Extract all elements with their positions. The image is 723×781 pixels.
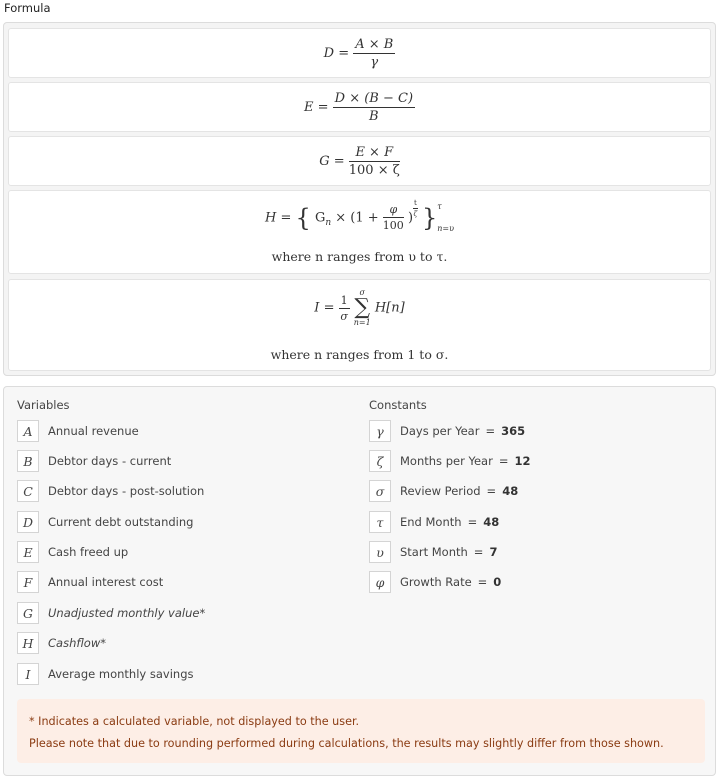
constant-value: 0 bbox=[493, 575, 502, 589]
constant-value: 7 bbox=[489, 545, 498, 559]
formula-g-fraction bbox=[349, 146, 400, 177]
variable-row bbox=[17, 539, 128, 565]
formula-h-box bbox=[8, 190, 711, 274]
variable-symbol: F bbox=[17, 571, 39, 593]
formula-h-sub-n: n bbox=[325, 217, 332, 228]
variable-label: Debtor days - current bbox=[48, 454, 172, 468]
constant-equals: = bbox=[473, 545, 484, 559]
formula-e-lhs: E bbox=[303, 100, 314, 115]
variable-label: Debtor days - post-solution bbox=[48, 484, 205, 498]
variable-symbol: E bbox=[17, 541, 39, 563]
constant-label: Review Period bbox=[400, 484, 481, 498]
formula-g-lhs: G bbox=[319, 154, 330, 169]
variable-row bbox=[17, 630, 106, 656]
variable-label: Cashflow* bbox=[48, 636, 106, 650]
formula-i-sum: σ ∑ n=1 bbox=[353, 288, 371, 327]
constant-symbol: γ bbox=[369, 420, 391, 442]
variable-symbol: C bbox=[17, 480, 39, 502]
constant-label: Days per Year bbox=[400, 424, 480, 438]
variable-row bbox=[17, 661, 193, 687]
formula-d-numerator: A × B bbox=[355, 37, 394, 52]
constant-equals: = bbox=[477, 575, 488, 589]
variables-panel bbox=[3, 386, 716, 776]
variable-label: Cash freed up bbox=[48, 545, 129, 559]
formula-d-fraction bbox=[353, 38, 395, 69]
formula-h-lower: n=υ bbox=[437, 223, 454, 233]
section-title: Formula bbox=[4, 1, 51, 15]
variable-row bbox=[17, 418, 139, 444]
formula-i-term: H[n] bbox=[374, 300, 405, 316]
variable-row bbox=[17, 509, 193, 535]
note-line-rounding: Please note that due to rounding performed during calculations, the results may slightly differ from those shown. bbox=[29, 737, 664, 750]
constant-equals: = bbox=[485, 424, 496, 438]
formula-i-box bbox=[8, 279, 711, 371]
constant-label: Growth Rate bbox=[400, 575, 472, 589]
constant-row bbox=[369, 418, 525, 444]
variable-label: Average monthly savings bbox=[48, 667, 194, 681]
constant-row bbox=[369, 509, 499, 535]
formula-e-box bbox=[8, 82, 711, 132]
constant-equals: = bbox=[486, 484, 497, 498]
variable-symbol: A bbox=[17, 420, 39, 442]
formula-g-numerator: E × F bbox=[349, 146, 400, 162]
formula-i-lhs: I bbox=[314, 300, 320, 316]
constant-equals: = bbox=[498, 454, 509, 468]
variable-symbol: H bbox=[17, 632, 39, 654]
formula-h-exp-num: t bbox=[414, 199, 417, 207]
formula-e-numerator: D × (B − C) bbox=[334, 91, 414, 106]
formula-d-lhs: D bbox=[323, 46, 335, 61]
constant-row bbox=[369, 478, 518, 504]
formula-i-one: 1 bbox=[340, 293, 348, 307]
constant-value: 12 bbox=[514, 454, 531, 468]
constant-row bbox=[369, 569, 501, 595]
constant-symbol: σ bbox=[369, 480, 391, 502]
variable-symbol: B bbox=[17, 450, 39, 472]
formula-h-lhs: H bbox=[265, 210, 277, 226]
constant-label: Months per Year bbox=[400, 454, 493, 468]
formula-i-sum-upper: σ bbox=[359, 288, 365, 297]
formula-h-where: where n ranges from υ to τ. bbox=[271, 249, 448, 264]
formula-g: G = $\frac{E \times F}{100 \times \zeta}$ bbox=[319, 145, 400, 178]
variable-symbol: I bbox=[17, 663, 39, 685]
constant-symbol: φ bbox=[369, 571, 391, 593]
constant-symbol: τ bbox=[369, 511, 391, 533]
formula-h-exp-den: ζ bbox=[413, 210, 418, 218]
formula-e: E = $\frac{D \times (B - C)}{B}$ bbox=[303, 91, 414, 124]
variables-title: Variables bbox=[17, 398, 70, 412]
formula-h: H = { $G_n \times (1$ + $\frac{\varphi}{100}$ ) $\frac{t}{\zeta}$ } τ n=υ bbox=[265, 199, 454, 233]
formula-i-sum-lower: n=1 bbox=[353, 318, 371, 327]
formula-i-fraction bbox=[339, 295, 350, 322]
formula-panel bbox=[3, 22, 716, 376]
constant-value: 365 bbox=[501, 424, 526, 438]
variable-row bbox=[17, 478, 204, 504]
formula-d: D = $\frac{A \times B}{\gamma}$ bbox=[323, 37, 394, 70]
formula-i-sigma: σ bbox=[340, 309, 348, 323]
constant-row bbox=[369, 448, 530, 474]
variable-label: Unadjusted monthly value* bbox=[48, 606, 206, 620]
variable-row bbox=[17, 600, 205, 626]
formula-e-fraction bbox=[333, 92, 415, 123]
variable-label: Current debt outstanding bbox=[48, 515, 194, 529]
calculation-note bbox=[17, 699, 705, 763]
formula-i-where: where n ranges from 1 to σ. bbox=[270, 347, 449, 362]
constant-symbol: ζ bbox=[369, 450, 391, 472]
note-line-calculated: * Indicates a calculated variable, not displayed to the user. bbox=[29, 715, 360, 728]
variable-row bbox=[17, 448, 171, 474]
variable-symbol: D bbox=[17, 511, 39, 533]
formula-d-denominator: γ bbox=[370, 55, 379, 70]
constant-label: End Month bbox=[400, 515, 462, 529]
formula-h-phi: φ bbox=[383, 204, 404, 218]
constants-title: Constants bbox=[369, 398, 427, 412]
constant-value: 48 bbox=[502, 484, 519, 498]
formula-g-denominator: 100 × ζ bbox=[348, 163, 400, 178]
constant-value: 48 bbox=[483, 515, 500, 529]
variable-symbol: G bbox=[17, 602, 39, 624]
formula-i: I = $\frac{1}{\sigma}$ σ ∑ n=1 H[n] bbox=[314, 288, 405, 327]
constant-symbol: υ bbox=[369, 541, 391, 563]
variable-label: Annual interest cost bbox=[48, 575, 164, 589]
formula-h-g: G bbox=[314, 210, 326, 226]
variable-row bbox=[17, 569, 163, 595]
formula-h-fraction bbox=[383, 204, 404, 231]
constant-row bbox=[369, 539, 497, 565]
formula-h-exponent bbox=[413, 200, 418, 218]
formula-h-hundred: 100 bbox=[382, 219, 404, 233]
constant-equals: = bbox=[467, 515, 478, 529]
formula-e-denominator: B bbox=[369, 109, 379, 124]
variable-label: Annual revenue bbox=[48, 424, 139, 438]
formula-d-box bbox=[8, 28, 711, 78]
formula-g-box bbox=[8, 136, 711, 186]
constant-label: Start Month bbox=[400, 545, 468, 559]
formula-h-upper: τ bbox=[437, 201, 442, 211]
